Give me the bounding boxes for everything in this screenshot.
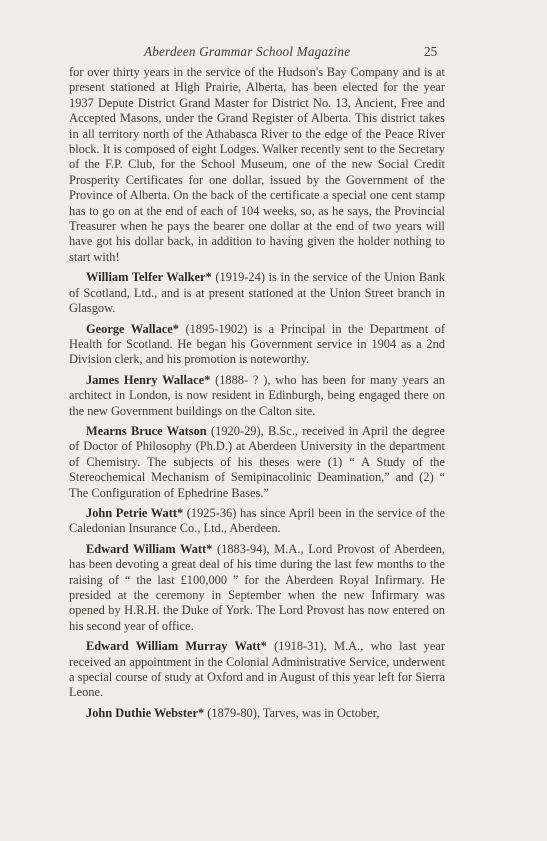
paragraph-text: for over thirty years in the service of the Hudson's Bay Company and is at present stationed at High Prairie, Alberta, has been elected for the year 1937 Depute District Grand Master for District No. 13, Ancient, Free and Accepted Masons, under the Grand Register of Alberta. This district takes in all territory north of the Athabasca River to the edge of the Peace River block. It is composed of eight Lodges. Walker recently sent to the Secretary of the F.P. Club, for the School Museum, one of the new Social Credit Prosperity Certificates for one dollar, issued by the Government of the Province of Alberta. On the back of the certificate a special one cent stamp has to go on at the end of each of 104 weeks, so, as he says, the Provincial Treasurer when he pays the bearer one dollar at the end of two years will have got his dollar back, in addition to having given the holder nothing to start with!: [69, 65, 445, 264]
paragraph-continuation: [69, 65, 445, 265]
page-number: 25: [424, 44, 438, 59]
entry-paragraph: [69, 506, 445, 537]
person-name: Edward William Murray Watt*: [86, 639, 267, 654]
entry-paragraph: [69, 542, 445, 634]
paragraph-text: (1920-29), B.Sc., received in April the degree of Doctor of Philosophy (Ph.D.) at Aberdeen University in the department of Chemistry. The subjects of his theses were (1) “ A Study of the Stereochemical Mechanism of Semipinacolinic Deamination,” and (2) “ The Configuration of Ephedrine Bases.”: [69, 423, 445, 500]
entry-paragraph: [69, 424, 445, 501]
person-name: John Petrie Watt*: [86, 505, 184, 520]
paragraph-text: (1879-80), Tarves, was in October,: [204, 705, 380, 720]
running-header: [0, 44, 547, 62]
person-name: George Wallace*: [86, 321, 179, 336]
entry-paragraph: [69, 322, 445, 368]
entry-paragraph: [69, 270, 445, 316]
paragraph-text: (1888- ? ), who has been for many years an architect in London, is now resident in Edinburgh, being engaged there on the new Government buildings on the Calton site.: [69, 372, 446, 418]
running-title: Aberdeen Grammar School Magazine: [144, 44, 351, 59]
paragraph-text: (1925-36) has since April been in the service of the Caledonian Insurance Co., Ltd., Aberdeen.: [69, 505, 445, 536]
entry-paragraph: [69, 639, 445, 701]
entry-paragraph: [69, 373, 445, 419]
paragraph-text: (1895-1902) is a Principal in the Department of Health for Scotland. He began his Government service in 1904 as a 2nd Division clerk, and his promotion is noteworthy.: [69, 321, 445, 367]
paragraph-text: (1919-24) is in the service of the Union Bank of Scotland, Ltd., and is at present stationed at the Union Street branch in Glasgow.: [69, 270, 445, 316]
entry-paragraph: [69, 706, 445, 721]
article-body: [69, 65, 445, 726]
person-name: Edward William Watt*: [86, 541, 213, 556]
person-name: James Henry Wallace*: [86, 372, 211, 387]
person-name: Mearns Bruce Watson: [86, 423, 207, 438]
person-name: William Telfer Walker*: [86, 270, 212, 285]
paragraph-text: (1883-94), M.A., Lord Provost of Aberdeen, has been devoting a great deal of his time during the last few months to the raising of “ the last £100,000 ” for the Aberdeen Royal Infirmary. He presided at the ceremony in September when the new Infirmary was opened by H.R.H. the Duke of York. The Lord Provost has now entered on his second year of office.: [69, 541, 445, 633]
paragraph-text: (1918-31), M.A., who last year received an appointment in the Colonial Administrative Service, underwent a special course of study at Oxford and in August of this year left for Sierra Leone.: [69, 639, 445, 700]
person-name: John Duthie Webster*: [86, 705, 205, 720]
